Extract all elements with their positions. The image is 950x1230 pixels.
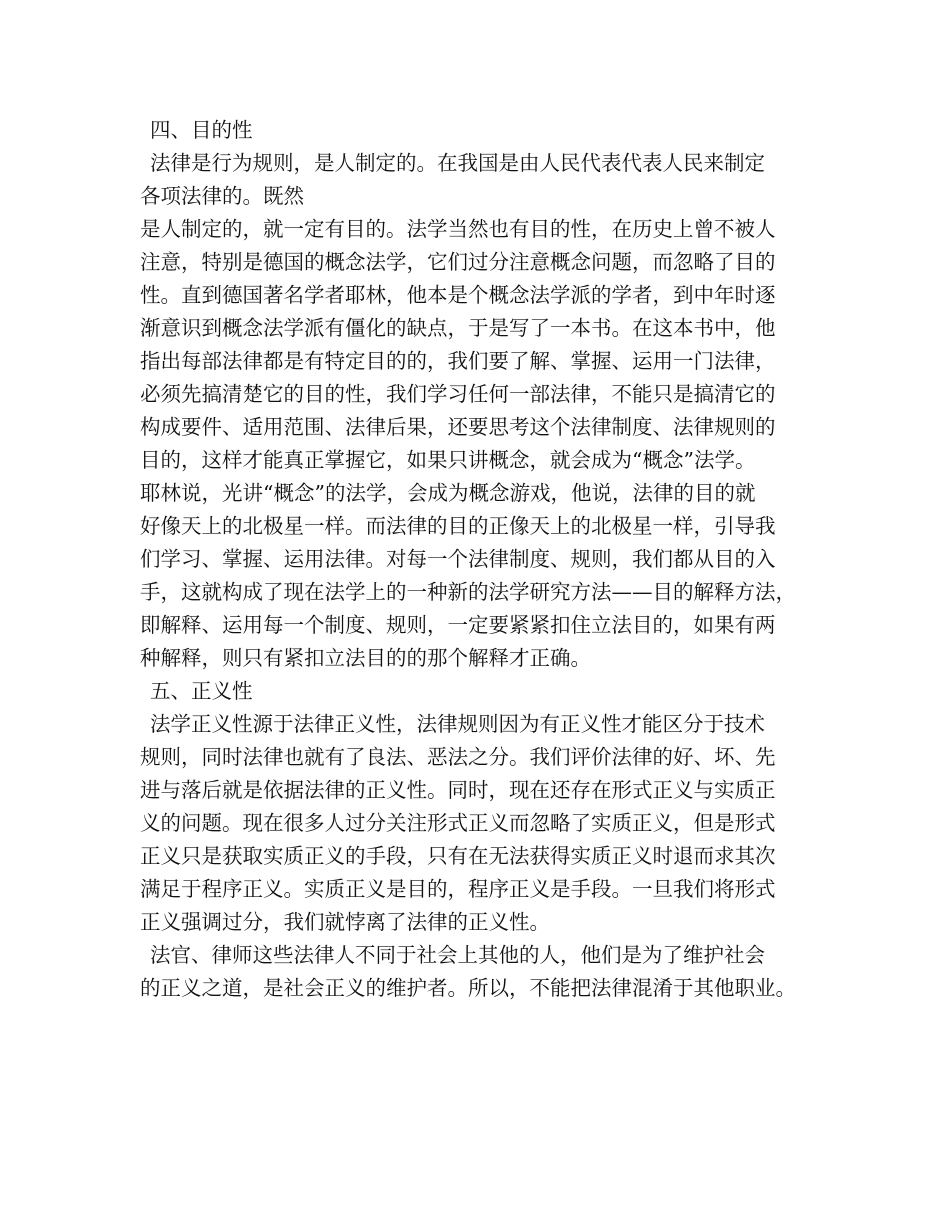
text-line: 即解释、运用每一个制度、规则，一定要紧紧扣住立法目的，如果有两 — [140, 613, 776, 637]
text-line: 进与落后就是依据法律的正义性。同时，现在还存在形式正义与实质正 — [140, 778, 776, 802]
text-line: 们学习、掌握、运用法律。对每一个法律制度、规则，我们都从目的入 — [140, 547, 776, 571]
text-line: 耶林说，光讲“概念”的法学，会成为概念游戏，他说，法律的目的就 — [140, 481, 756, 505]
text-line: 法律是行为规则，是人制定的。在我国是由人民代表代表人民来制定 — [150, 151, 765, 175]
text-line: 注意，特别是德国的概念法学，它们过分注意概念问题，而忽略了目的 — [140, 250, 776, 274]
paragraph-justice-body — [140, 708, 820, 939]
text-line: 是人制定的，就一定有目的。法学当然也有目的性，在历史上曾不被人 — [140, 217, 776, 241]
paragraph-purpose-body — [140, 213, 820, 675]
text-line: 指出每部法律都是有特定目的的，我们要了解、掌握、运用一门法律， — [140, 349, 776, 373]
text-line: 正义强调过分，我们就悖离了法律的正义性。 — [140, 910, 550, 934]
text-line: 渐意识到概念法学派有僵化的缺点，于是写了一本书。在这本书中，他 — [140, 316, 776, 340]
text-line: 各项法律的。既然 — [140, 184, 304, 208]
text-line: 的正义之道，是社会正义的维护者。所以，不能把法律混淆于其他职业。 — [140, 976, 796, 1000]
text-line: 必须先搞清楚它的目的性，我们学习任何一部法律，不能只是搞清它的 — [140, 382, 776, 406]
paragraph-purpose-intro — [140, 147, 820, 213]
text-line: 规则，同时法律也就有了良法、恶法之分。我们评价法律的好、坏、先 — [140, 745, 776, 769]
section-heading-justice: 五、正义性 — [150, 679, 253, 703]
text-line: 好像天上的北极星一样。而法律的目的正像天上的北极星一样，引导我 — [140, 514, 776, 538]
document-body — [140, 114, 820, 1005]
text-line: 种解释，则只有紧扣立法目的的那个解释才正确。 — [140, 646, 591, 670]
text-line: 法学正义性源于法律正义性，法律规则因为有正义性才能区分于技术 — [150, 712, 765, 736]
text-line: 性。直到德国著名学者耶林，他本是个概念法学派的学者，到中年时逐 — [140, 283, 776, 307]
paragraph-justice-lawyers — [140, 939, 820, 1005]
section-heading-purpose: 四、目的性 — [150, 118, 253, 142]
text-line: 满足于程序正义。实质正义是目的，程序正义是手段。一旦我们将形式 — [140, 877, 776, 901]
text-line: 目的，这样才能真正掌握它，如果只讲概念，就会成为“概念”法学。 — [140, 448, 756, 472]
text-line: 正义只是获取实质正义的手段，只有在无法获得实质正义时退而求其次 — [140, 844, 776, 868]
text-line: 义的问题。现在很多人过分关注形式正义而忽略了实质正义，但是形式 — [140, 811, 776, 835]
text-line: 法官、律师这些法律人不同于社会上其他的人，他们是为了维护社会 — [150, 943, 765, 967]
text-line: 手，这就构成了现在法学上的一种新的法学研究方法——目的解释方法， — [140, 580, 796, 604]
text-line: 构成要件、适用范围、法律后果，还要思考这个法律制度、法律规则的 — [140, 415, 776, 439]
